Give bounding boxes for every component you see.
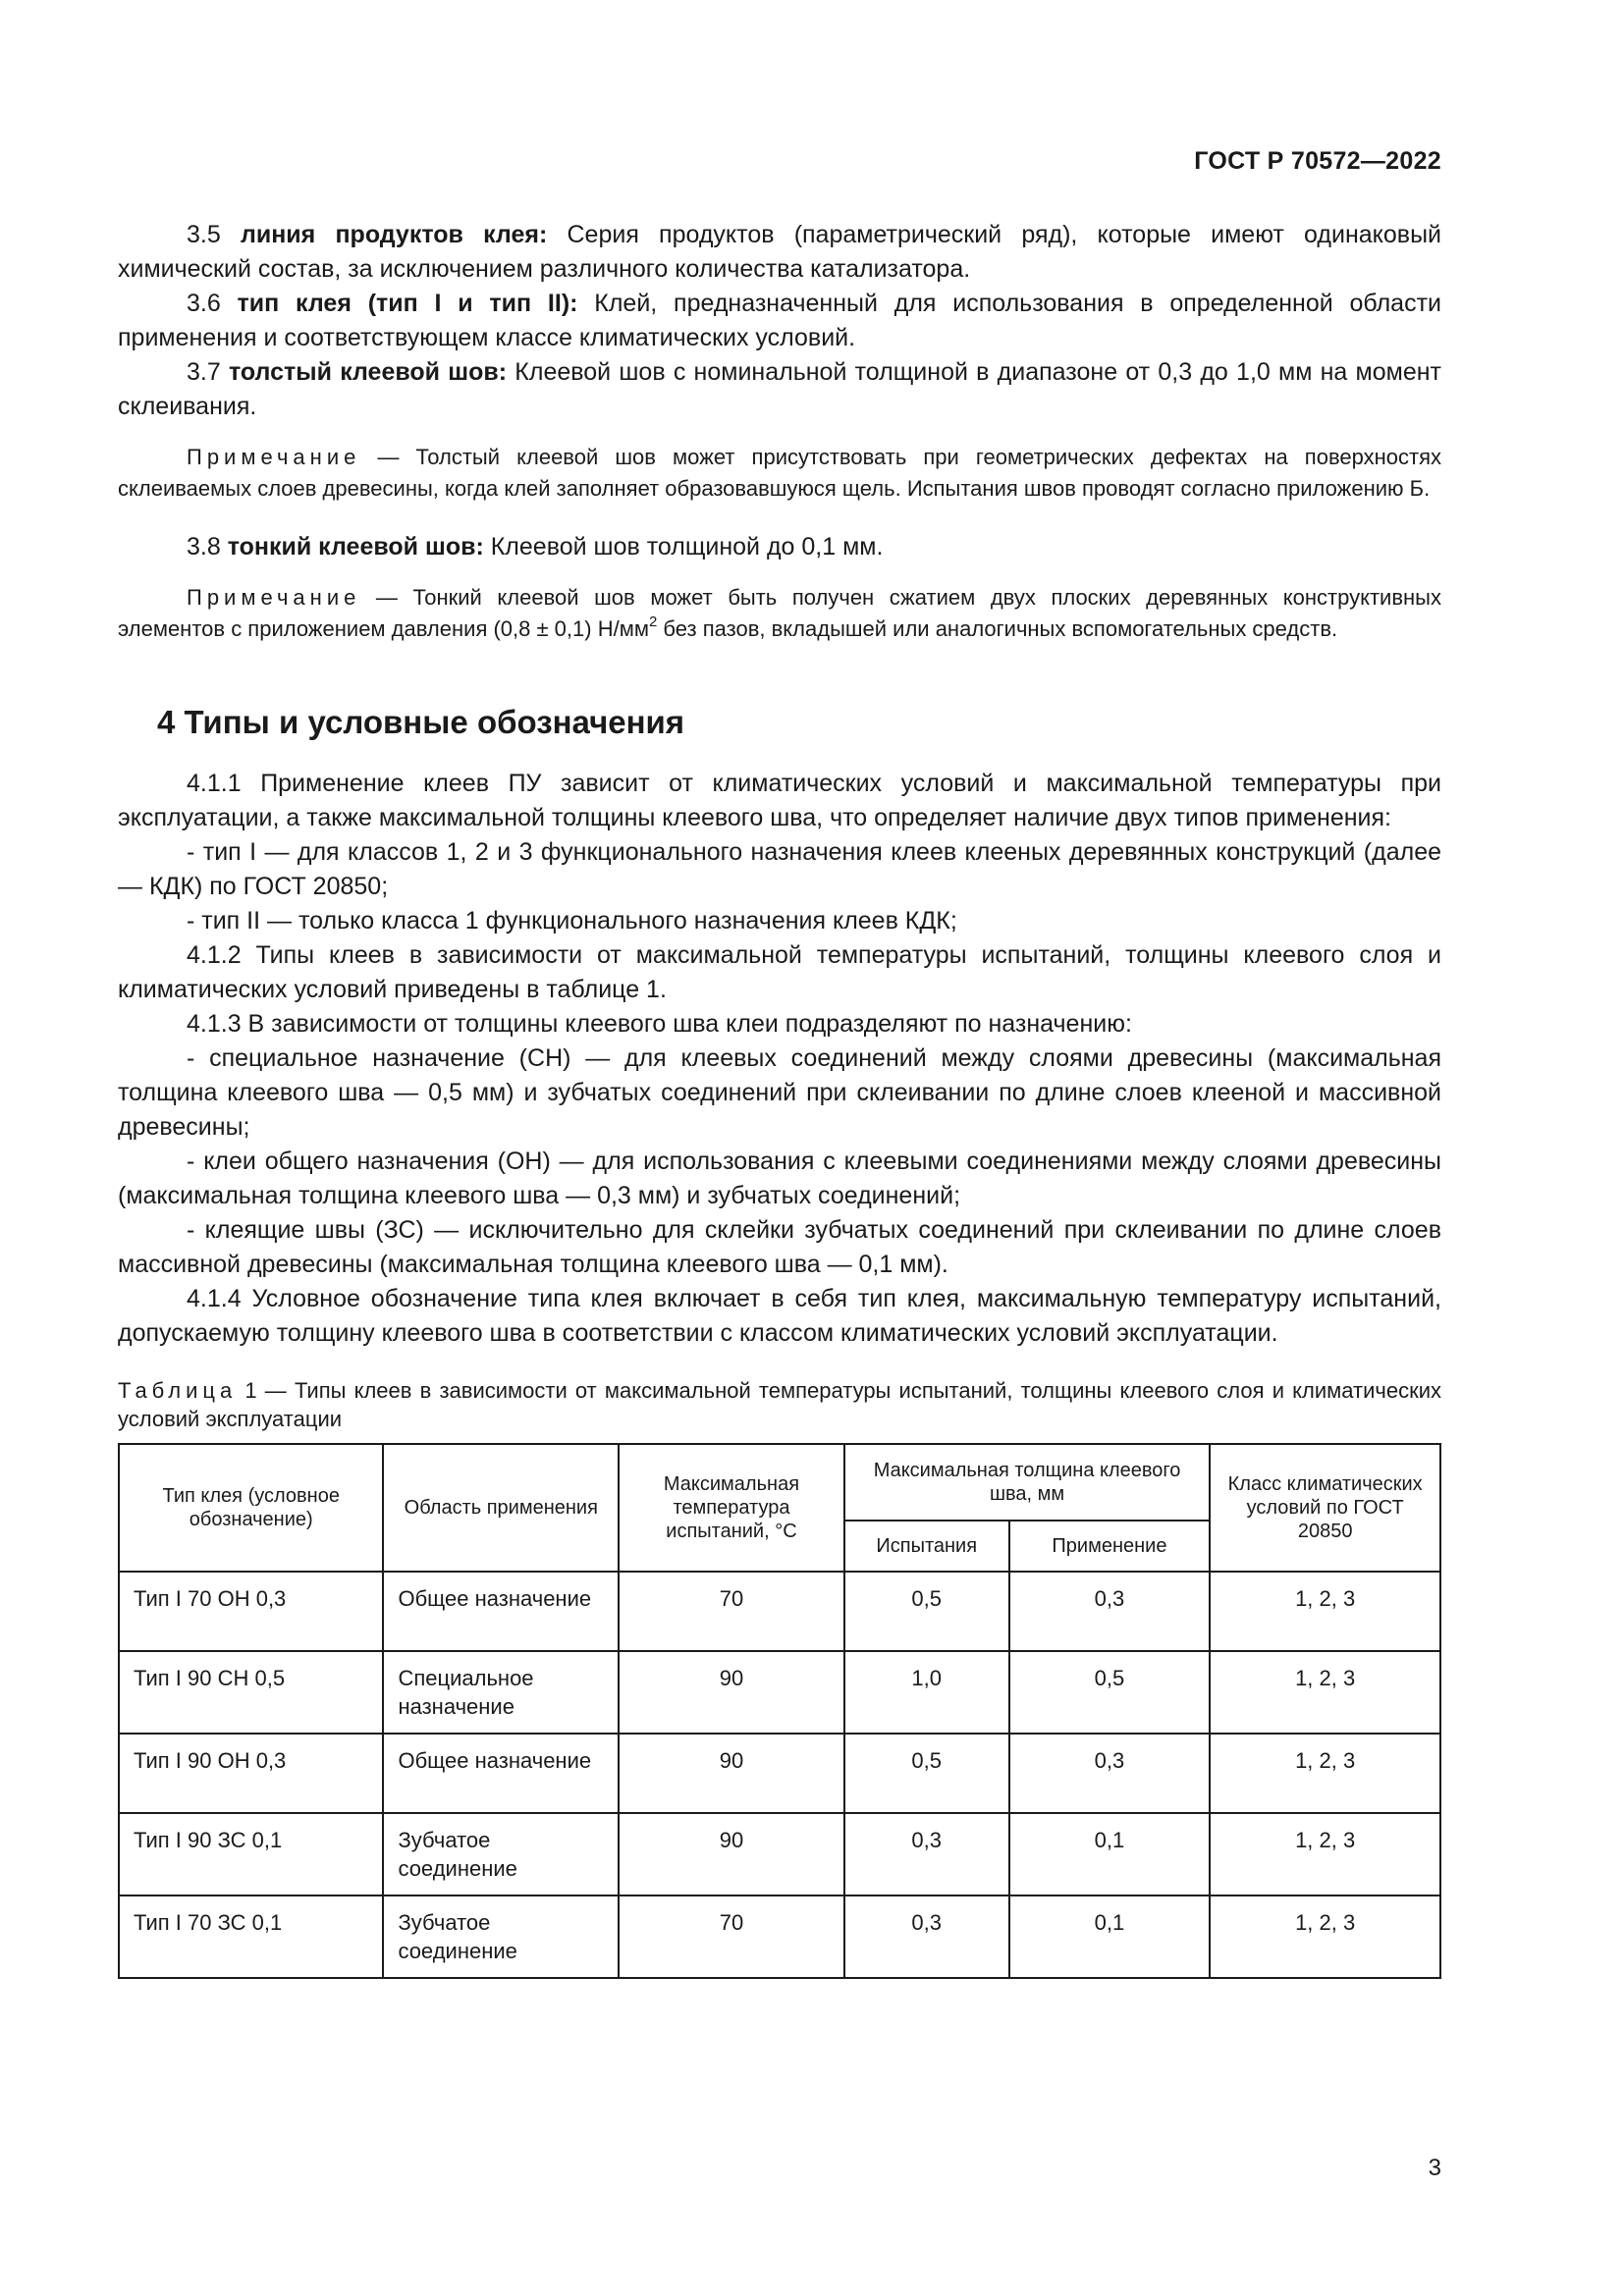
cell-temp: 90	[619, 1734, 844, 1813]
header-test: Испытания	[844, 1521, 1009, 1572]
table-row	[119, 1572, 1440, 1651]
header-thickness: Максимальная толщина клеевого шва, мм	[844, 1444, 1210, 1521]
cell-area: Общее назначение	[383, 1572, 619, 1651]
cell-app: 0,1	[1009, 1813, 1211, 1896]
table-1	[118, 1443, 1441, 1979]
page-number: 3	[1428, 2155, 1441, 2181]
document-id: ГОСТ Р 70572—2022	[1194, 147, 1441, 175]
header-class: Класс климатических условий по ГОСТ 20850	[1210, 1444, 1440, 1572]
cell-temp: 70	[619, 1572, 844, 1651]
cell-cls: 1, 2, 3	[1210, 1572, 1440, 1651]
list-item: - тип I — для классов 1, 2 и 3 функционального назначения клеев клееных деревянных конструкций (далее — КДК) по ГОСТ 20850;	[118, 838, 1441, 900]
table-row	[119, 1734, 1440, 1813]
cell-app: 0,1	[1009, 1896, 1211, 1978]
cell-temp: 90	[619, 1813, 844, 1896]
cell-area: Специальное назначение	[383, 1651, 619, 1734]
cell-area: Зубчатое соединение	[383, 1813, 619, 1896]
cell-temp: 70	[619, 1896, 844, 1978]
table-body	[119, 1572, 1440, 1978]
header-application: Применение	[1009, 1521, 1211, 1572]
table-caption-label: Таблица	[118, 1378, 238, 1403]
list-item: - клеящие швы (ЗС) — исключительно для склейки зубчатых соединений при склеивании по длине слоев массивной древесины (максимальная толщина клеевого шва — 0,1 мм).	[118, 1216, 1441, 1278]
term: тонкий клеевой шов:	[227, 533, 484, 561]
cell-cls: 1, 2, 3	[1210, 1896, 1440, 1978]
cell-type: Тип I 90 СН 0,5	[119, 1651, 383, 1734]
note-thick-seam: Примечание — Толстый клеевой шов может присутствовать при геометрических дефектах на поверхностях склеиваемых слоев древесины, когда клей заполняет образовавшуюся щель. Испытания швов проводят согласно приложению Б.	[118, 445, 1441, 501]
header-temp: Максимальная температура испытаний, °С	[619, 1444, 844, 1572]
cell-area: Зубчатое соединение	[383, 1896, 619, 1978]
clause-4-1-3: 4.1.3 В зависимости от толщины клеевого шва клеи подразделяют по назначению:	[187, 1010, 1132, 1038]
clause-4-1-2: 4.1.2 Типы клеев в зависимости от максимальной температуры испытаний, толщины клеевого слоя и климатических условий приведены в таблице 1.	[118, 941, 1441, 1003]
cell-test: 0,5	[844, 1734, 1009, 1813]
list-item: - специальное назначение (СН) — для клеевых соединений между слоями древесины (максимальная толщина клеевого шва — 0,5 мм) и зубчатых соединений при склеивании по длине слоев клееной и массивной древесины;	[118, 1044, 1441, 1141]
page-content	[118, 218, 1441, 1979]
table-row	[119, 1651, 1440, 1734]
clause-3-7: 3.7 толстый клеевой шов: Клеевой шов с номинальной толщиной в диапазоне от 0,3 до 1,0 мм на момент склеивания.	[118, 358, 1441, 420]
note-label: Примечание	[187, 585, 361, 610]
cell-temp: 90	[619, 1651, 844, 1734]
cell-cls: 1, 2, 3	[1210, 1813, 1440, 1896]
clause-4-1-1: 4.1.1 Применение клеев ПУ зависит от климатических условий и максимальной температуры при эксплуатации, а также максимальной толщины клеевого шва, что определяет наличие двух типов применения:	[118, 770, 1441, 831]
table-caption: Таблица 1 — Типы клеев в зависимости от максимальной температуры испытаний, толщины клеевого слоя и климатических условий эксплуатации	[118, 1378, 1441, 1431]
header-area: Область применения	[383, 1444, 619, 1572]
cell-type: Тип I 70 ЗС 0,1	[119, 1896, 383, 1978]
term: толстый клеевой шов:	[228, 358, 508, 386]
cell-test: 0,5	[844, 1572, 1009, 1651]
clause-3-5: 3.5 линия продуктов клея: Серия продуктов (параметрический ряд), которые имеют одинаковый химический состав, за исключением различного количества катализатора.	[118, 221, 1442, 283]
list-item: - тип II — только класса 1 функционального назначения клеев КДК;	[187, 907, 957, 934]
table-row	[119, 1896, 1440, 1978]
clause-3-6: 3.6 тип клея (тип I и тип II): Клей, предназначенный для использования в определенной области применения и соответствующем классе климатических условий.	[118, 290, 1441, 351]
section-4-heading: 4 Типы и условные обозначения	[157, 704, 685, 740]
header-type: Тип клея (условное обозначение)	[119, 1444, 383, 1572]
cell-app: 0,3	[1009, 1734, 1211, 1813]
term: линия продуктов клея:	[240, 221, 548, 248]
term: тип клея (тип I и тип II):	[237, 290, 578, 317]
note-thin-seam: Примечание — Тонкий клеевой шов может быть получен сжатием двух плоских деревянных конструктивных элементов с приложением давления (0,8 ± 0,1) $Н/мм^2$ без пазов, вкладышей или аналогичных вспомогательных средств.	[118, 585, 1441, 641]
cell-type: Тип I 70 ОН 0,3	[119, 1572, 383, 1651]
cell-test: 0,3	[844, 1896, 1009, 1978]
cell-test: 1,0	[844, 1651, 1009, 1734]
clause-4-1-4: 4.1.4 Условное обозначение типа клея включает в себя тип клея, максимальную температуру испытаний, допускаемую толщину клеевого шва в соответствии с классом климатических условий эксплуатации.	[118, 1285, 1441, 1347]
cell-type: Тип I 90 ОН 0,3	[119, 1734, 383, 1813]
cell-cls: 1, 2, 3	[1210, 1651, 1440, 1734]
cell-cls: 1, 2, 3	[1210, 1734, 1440, 1813]
note-label: Примечание	[187, 445, 361, 469]
cell-type: Тип I 90 ЗС 0,1	[119, 1813, 383, 1896]
cell-test: 0,3	[844, 1813, 1009, 1896]
list-item: - клеи общего назначения (ОН) — для использования с клеевыми соединениями между слоями древесины (максимальная толщина клеевого шва — 0,3 мм) и зубчатых соединений;	[118, 1148, 1441, 1209]
cell-app: 0,5	[1009, 1651, 1211, 1734]
cell-app: 0,3	[1009, 1572, 1211, 1651]
clause-3-8: 3.8 тонкий клеевой шов: Клеевой шов толщиной до 0,1 мм.	[187, 533, 884, 561]
table-row	[119, 1813, 1440, 1896]
cell-area: Общее назначение	[383, 1734, 619, 1813]
